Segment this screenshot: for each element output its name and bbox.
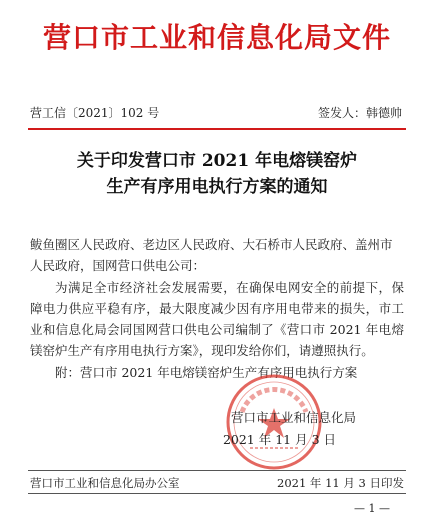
document-title	[20, 148, 414, 200]
print-date: 2021 年 11 月 3 日印发	[277, 476, 404, 490]
printing-office: 营口市工业和信息化局办公室	[30, 476, 180, 490]
signing-organization: 营口市工业和信息化局	[230, 410, 356, 425]
signing-date: 2021 年 11 月 3 日	[222, 432, 336, 447]
document-header-title: 营口市工业和信息化局文件	[42, 21, 391, 54]
title-line-2: 生产有序用电执行方案的通知	[106, 177, 328, 197]
footer-top-rule	[28, 470, 406, 471]
title-line-1: 关于印发营口市 2021 年电熔镁窑炉	[76, 151, 358, 171]
red-separator-line	[28, 128, 406, 130]
attachment-line: 附：营口市 2021 年电熔镁窑炉生产有序用电执行方案	[55, 365, 358, 380]
page-number: — 1 —	[354, 502, 390, 515]
body-paragraph: 为满足全市经济社会发展需要，在确保电网安全的前提下，保障电力供应平稳有序，最大限度减少因有序用电带来的损失，市工业和信息化局会同国网营口供电公司编制了《营口市 2021 年电熔镁窑炉生产有序用电执行方案》，现印发给你们，请遵照执行。	[30, 280, 404, 358]
document-number: 营工信〔2021〕102 号	[30, 106, 160, 120]
issuer-signatory: 签发人：韩德帅	[317, 106, 402, 120]
recipients-text: 鲅鱼圈区人民政府、老边区人民政府、大石桥市人民政府、盖州市人民政府，国网营口供电公司：	[30, 237, 393, 273]
footer-bottom-rule	[28, 493, 406, 494]
